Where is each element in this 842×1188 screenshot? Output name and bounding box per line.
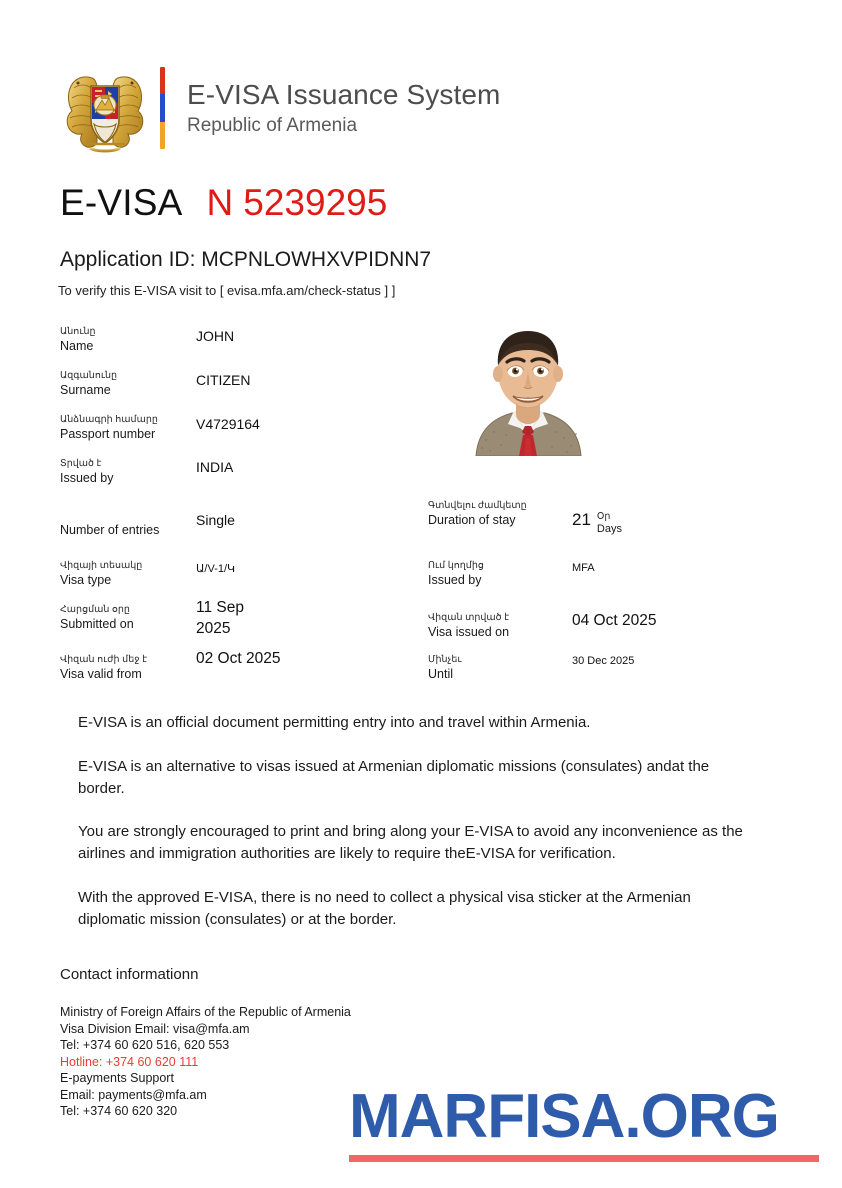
contact-ministry: Ministry of Foreign Affairs of the Republic of Armenia (60, 1005, 351, 1019)
watermark-underline-bar (349, 1155, 819, 1162)
contact-section-title: Contact informationn (60, 966, 199, 983)
field-submitted-on: Հարցման օրը Submitted on (60, 604, 134, 631)
field-surname-value: CITIZEN (196, 372, 251, 388)
field-issued-by-authority-value: MFA (572, 562, 595, 574)
armenia-coat-of-arms-icon (62, 62, 148, 154)
field-until: Մինչեւ Until (428, 654, 462, 681)
application-id: Application ID: MCPNLOWHXVPIDNN7 (60, 248, 432, 271)
system-title: E-VISA Issuance System (187, 78, 501, 110)
watermark-text: MARFISA.ORG (349, 1082, 779, 1151)
contact-payments-email: Email: payments@mfa.am (60, 1087, 207, 1102)
field-passport-number-value: V4729164 (196, 416, 260, 432)
field-passport-number: Անձնագրի համարը Passport number (60, 414, 158, 441)
contact-epayments-title: E-payments Support (60, 1071, 174, 1085)
field-visa-issued-on: Վիզան տրված է Visa issued on (428, 612, 510, 639)
field-visa-type-value: Ա/V-1/Կ (196, 563, 236, 575)
field-issued-by-country-value: INDIA (196, 459, 234, 475)
duration-number: 21 (572, 510, 591, 529)
document-header (62, 62, 500, 154)
field-visa-issued-on-value: 04 Oct 2025 (572, 612, 657, 629)
field-submitted-on-value: 11 Sep 2025 (196, 599, 244, 637)
info-paragraph-3: You are strongly encouraged to print and bring along your E-VISA to avoid any inconvenience as the airlines and immigration authorities are likely to require theE-VISA for verification. (78, 823, 743, 862)
field-visa-valid-from: Վիզան ուժի մեջ է Visa valid from (60, 654, 148, 681)
field-until-value: 30 Dec 2025 (572, 655, 635, 667)
contact-visa-email: Visa Division Email: visa@mfa.am (60, 1021, 250, 1036)
evisa-label: E-VISA (60, 182, 183, 223)
header-titles (187, 78, 500, 139)
contact-hotline: Hotline: +374 60 620 111 (60, 1054, 199, 1069)
field-number-of-entries: Number of entries (60, 523, 160, 537)
contact-details (60, 1004, 351, 1120)
field-visa-type: Վիզայի տեսակը Visa type (60, 560, 143, 587)
field-duration-of-stay-value (572, 510, 622, 543)
system-subtitle: Republic of Armenia (187, 114, 358, 136)
watermark (349, 1082, 823, 1162)
field-surname: Ազգանունը Surname (60, 370, 118, 397)
field-duration-of-stay: Գտնվելու ժամկետը Duration of stay (428, 500, 527, 527)
duration-unit: Օր Days (596, 511, 622, 535)
visa-number-prefix: N (206, 182, 234, 223)
field-issued-by-authority: Ում կողմից Issued by (428, 560, 484, 587)
armenia-tricolor-bar-icon (160, 67, 165, 149)
contact-tel: Tel: +374 60 620 516, 620 553 (60, 1038, 230, 1052)
verification-instruction: To verify this E-VISA visit to [ evisa.mfa.am/check-status ] ] (58, 283, 396, 298)
info-paragraph-2: E-VISA is an alternative to visas issued at Armenian diplomatic missions (consulates) andat the border. (78, 757, 710, 797)
field-issued-by-country: Տրված է Issued by (60, 458, 114, 485)
visa-number-heading (60, 182, 387, 224)
applicant-photo-illustration (468, 314, 589, 456)
field-name: Անունը Name (60, 326, 96, 353)
informational-text (78, 712, 750, 952)
field-visa-valid-from-value: 02 Oct 2025 (196, 650, 281, 667)
contact-payments-tel: Tel: +374 60 620 320 (60, 1104, 178, 1118)
visa-number-value: 5239295 (243, 182, 388, 223)
avatar (468, 314, 589, 456)
field-number-of-entries-value: Single (196, 512, 235, 528)
info-paragraph-1: E-VISA is an official document permitting entry into and travel within Armenia. (78, 714, 591, 731)
field-name-value: JOHN (196, 328, 235, 344)
info-paragraph-4: With the approved E-VISA, there is no need to collect a physical visa sticker at the Armenian diplomatic mission (consulates) or at the border. (78, 888, 691, 928)
